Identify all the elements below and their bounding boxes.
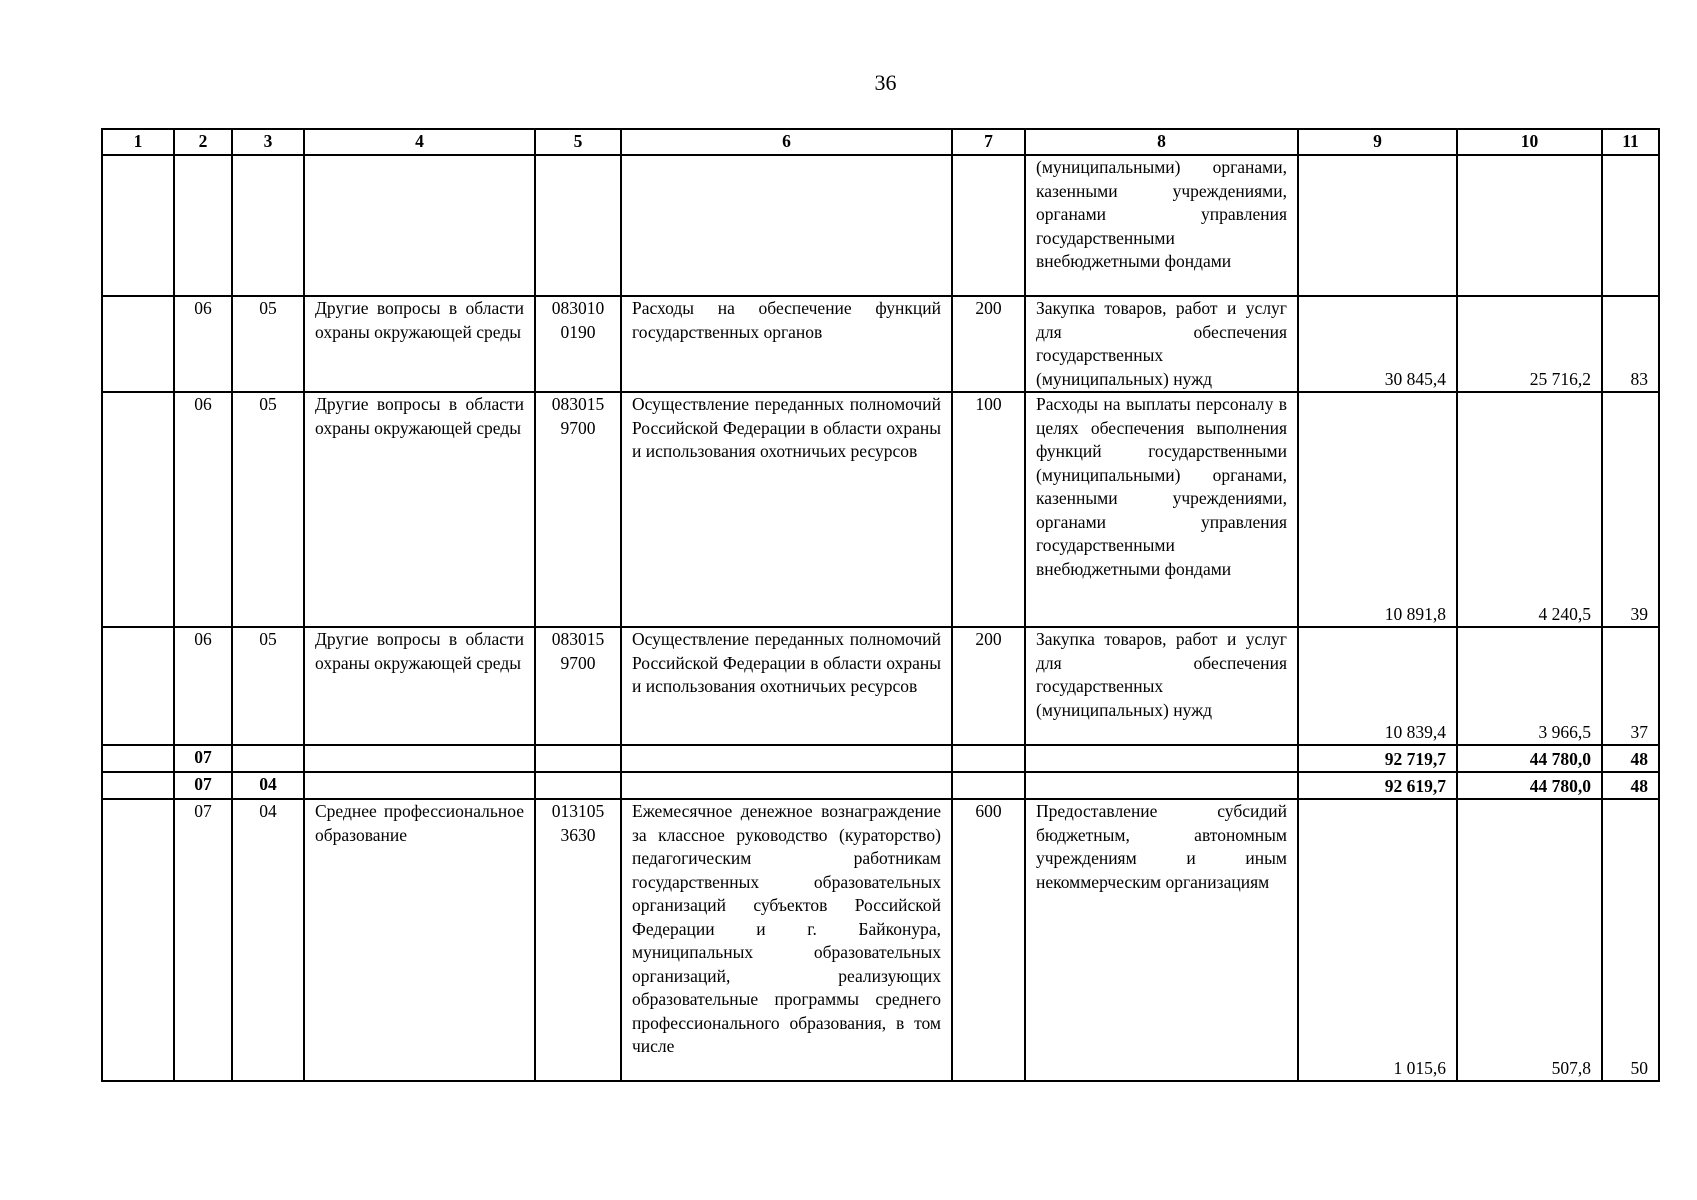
cell-c2: 07 bbox=[174, 745, 232, 772]
cell-c1 bbox=[102, 155, 174, 296]
cell-c9: 92 719,7 bbox=[1298, 745, 1457, 772]
cell-c4: Другие вопросы в области охраны окружающей среды bbox=[304, 392, 535, 627]
cell-c1 bbox=[102, 772, 174, 799]
col-header-7: 7 bbox=[952, 129, 1025, 155]
cell-c11: 48 bbox=[1602, 772, 1659, 799]
cell-c3: 05 bbox=[232, 296, 304, 392]
cell-c8: Расходы на выплаты персоналу в целях обеспечения выполнения функций государственными (муниципальными) органами, казенными учреждениями, органами управления государственными внебюджетными фондами bbox=[1025, 392, 1298, 627]
cell-c2 bbox=[174, 155, 232, 296]
col-header-9: 9 bbox=[1298, 129, 1457, 155]
cell-c2: 07 bbox=[174, 772, 232, 799]
cell-c7: 600 bbox=[952, 799, 1025, 1081]
cell-c3 bbox=[232, 155, 304, 296]
cell-c8: (муниципальными) органами, казенными учреждениями, органами управления государственными внебюджетными фондами bbox=[1025, 155, 1298, 296]
cell-c11: 48 bbox=[1602, 745, 1659, 772]
col-header-4: 4 bbox=[304, 129, 535, 155]
cell-c5: 083015 9700 bbox=[535, 392, 621, 627]
cell-c8: Закупка товаров, работ и услуг для обеспечения государственных (муниципальных) нужд bbox=[1025, 296, 1298, 392]
cell-c9: 10 839,4 bbox=[1298, 627, 1457, 745]
cell-c10: 507,8 bbox=[1457, 799, 1602, 1081]
cell-c1 bbox=[102, 745, 174, 772]
cell-c5 bbox=[535, 745, 621, 772]
col-header-11: 11 bbox=[1602, 129, 1659, 155]
table-row bbox=[102, 799, 1659, 1081]
cell-c4 bbox=[304, 155, 535, 296]
cell-c10: 3 966,5 bbox=[1457, 627, 1602, 745]
table-row-subsection-total bbox=[102, 772, 1659, 799]
table-row bbox=[102, 627, 1659, 745]
cell-c4 bbox=[304, 745, 535, 772]
col-header-5: 5 bbox=[535, 129, 621, 155]
cell-c9: 30 845,4 bbox=[1298, 296, 1457, 392]
budget-table bbox=[101, 128, 1660, 1082]
cell-c6 bbox=[621, 772, 952, 799]
cell-c1 bbox=[102, 392, 174, 627]
cell-c5: 083015 9700 bbox=[535, 627, 621, 745]
cell-c4: Другие вопросы в области охраны окружающей среды bbox=[304, 296, 535, 392]
cell-c11 bbox=[1602, 155, 1659, 296]
cell-c1 bbox=[102, 627, 174, 745]
cell-c4 bbox=[304, 772, 535, 799]
col-header-2: 2 bbox=[174, 129, 232, 155]
cell-c2: 06 bbox=[174, 296, 232, 392]
cell-c3: 04 bbox=[232, 799, 304, 1081]
cell-c10 bbox=[1457, 155, 1602, 296]
col-header-8: 8 bbox=[1025, 129, 1298, 155]
cell-c2: 06 bbox=[174, 392, 232, 627]
cell-c7 bbox=[952, 155, 1025, 296]
cell-c11: 83 bbox=[1602, 296, 1659, 392]
cell-c5 bbox=[535, 155, 621, 296]
cell-c10: 25 716,2 bbox=[1457, 296, 1602, 392]
cell-c1 bbox=[102, 296, 174, 392]
cell-c6: Ежемесячное денежное вознаграждение за классное руководство (кураторство) педагогическим работникам государственных образовательных организаций субъектов Российской Федерации и г. Байконура, муниципальных образовательных организаций, реализующих образовательные программы среднего профессионального образования, в том числе bbox=[621, 799, 952, 1081]
cell-c7: 200 bbox=[952, 296, 1025, 392]
cell-c6 bbox=[621, 745, 952, 772]
col-header-3: 3 bbox=[232, 129, 304, 155]
cell-c9: 1 015,6 bbox=[1298, 799, 1457, 1081]
table-row bbox=[102, 296, 1659, 392]
cell-c7 bbox=[952, 745, 1025, 772]
cell-c7 bbox=[952, 772, 1025, 799]
cell-c3: 05 bbox=[232, 627, 304, 745]
cell-c6 bbox=[621, 155, 952, 296]
col-header-10: 10 bbox=[1457, 129, 1602, 155]
cell-c10: 4 240,5 bbox=[1457, 392, 1602, 627]
cell-c7: 100 bbox=[952, 392, 1025, 627]
cell-c4: Другие вопросы в области охраны окружающей среды bbox=[304, 627, 535, 745]
cell-c3: 05 bbox=[232, 392, 304, 627]
cell-c6: Осуществление переданных полномочий Российской Федерации в области охраны и использования охотничьих ресурсов bbox=[621, 392, 952, 627]
cell-c2: 07 bbox=[174, 799, 232, 1081]
cell-c3: 04 bbox=[232, 772, 304, 799]
cell-c11: 37 bbox=[1602, 627, 1659, 745]
cell-c11: 50 bbox=[1602, 799, 1659, 1081]
cell-c9: 10 891,8 bbox=[1298, 392, 1457, 627]
cell-c6: Расходы на обеспечение функций государственных органов bbox=[621, 296, 952, 392]
table-row-section-total bbox=[102, 745, 1659, 772]
cell-c3 bbox=[232, 745, 304, 772]
cell-c1 bbox=[102, 799, 174, 1081]
cell-c7: 200 bbox=[952, 627, 1025, 745]
cell-c4: Среднее профессиональное образование bbox=[304, 799, 535, 1081]
col-header-6: 6 bbox=[621, 129, 952, 155]
cell-c11: 39 bbox=[1602, 392, 1659, 627]
cell-c10: 44 780,0 bbox=[1457, 745, 1602, 772]
cell-c5: 083010 0190 bbox=[535, 296, 621, 392]
cell-c8 bbox=[1025, 772, 1298, 799]
cell-c9 bbox=[1298, 155, 1457, 296]
cell-c8: Закупка товаров, работ и услуг для обеспечения государственных (муниципальных) нужд bbox=[1025, 627, 1298, 745]
header-row bbox=[102, 129, 1659, 155]
cell-c9: 92 619,7 bbox=[1298, 772, 1457, 799]
cell-c10: 44 780,0 bbox=[1457, 772, 1602, 799]
cell-c8 bbox=[1025, 745, 1298, 772]
table-row bbox=[102, 155, 1659, 296]
page-number: 36 bbox=[874, 70, 897, 95]
cell-c8: Предоставление субсидий бюджетным, автономным учреждениям и иным некоммерческим организациям bbox=[1025, 799, 1298, 1081]
cell-c5 bbox=[535, 772, 621, 799]
cell-c5: 013105 3630 bbox=[535, 799, 621, 1081]
table-row bbox=[102, 392, 1659, 627]
cell-c6: Осуществление переданных полномочий Российской Федерации в области охраны и использования охотничьих ресурсов bbox=[621, 627, 952, 745]
col-header-1: 1 bbox=[102, 129, 174, 155]
cell-c2: 06 bbox=[174, 627, 232, 745]
